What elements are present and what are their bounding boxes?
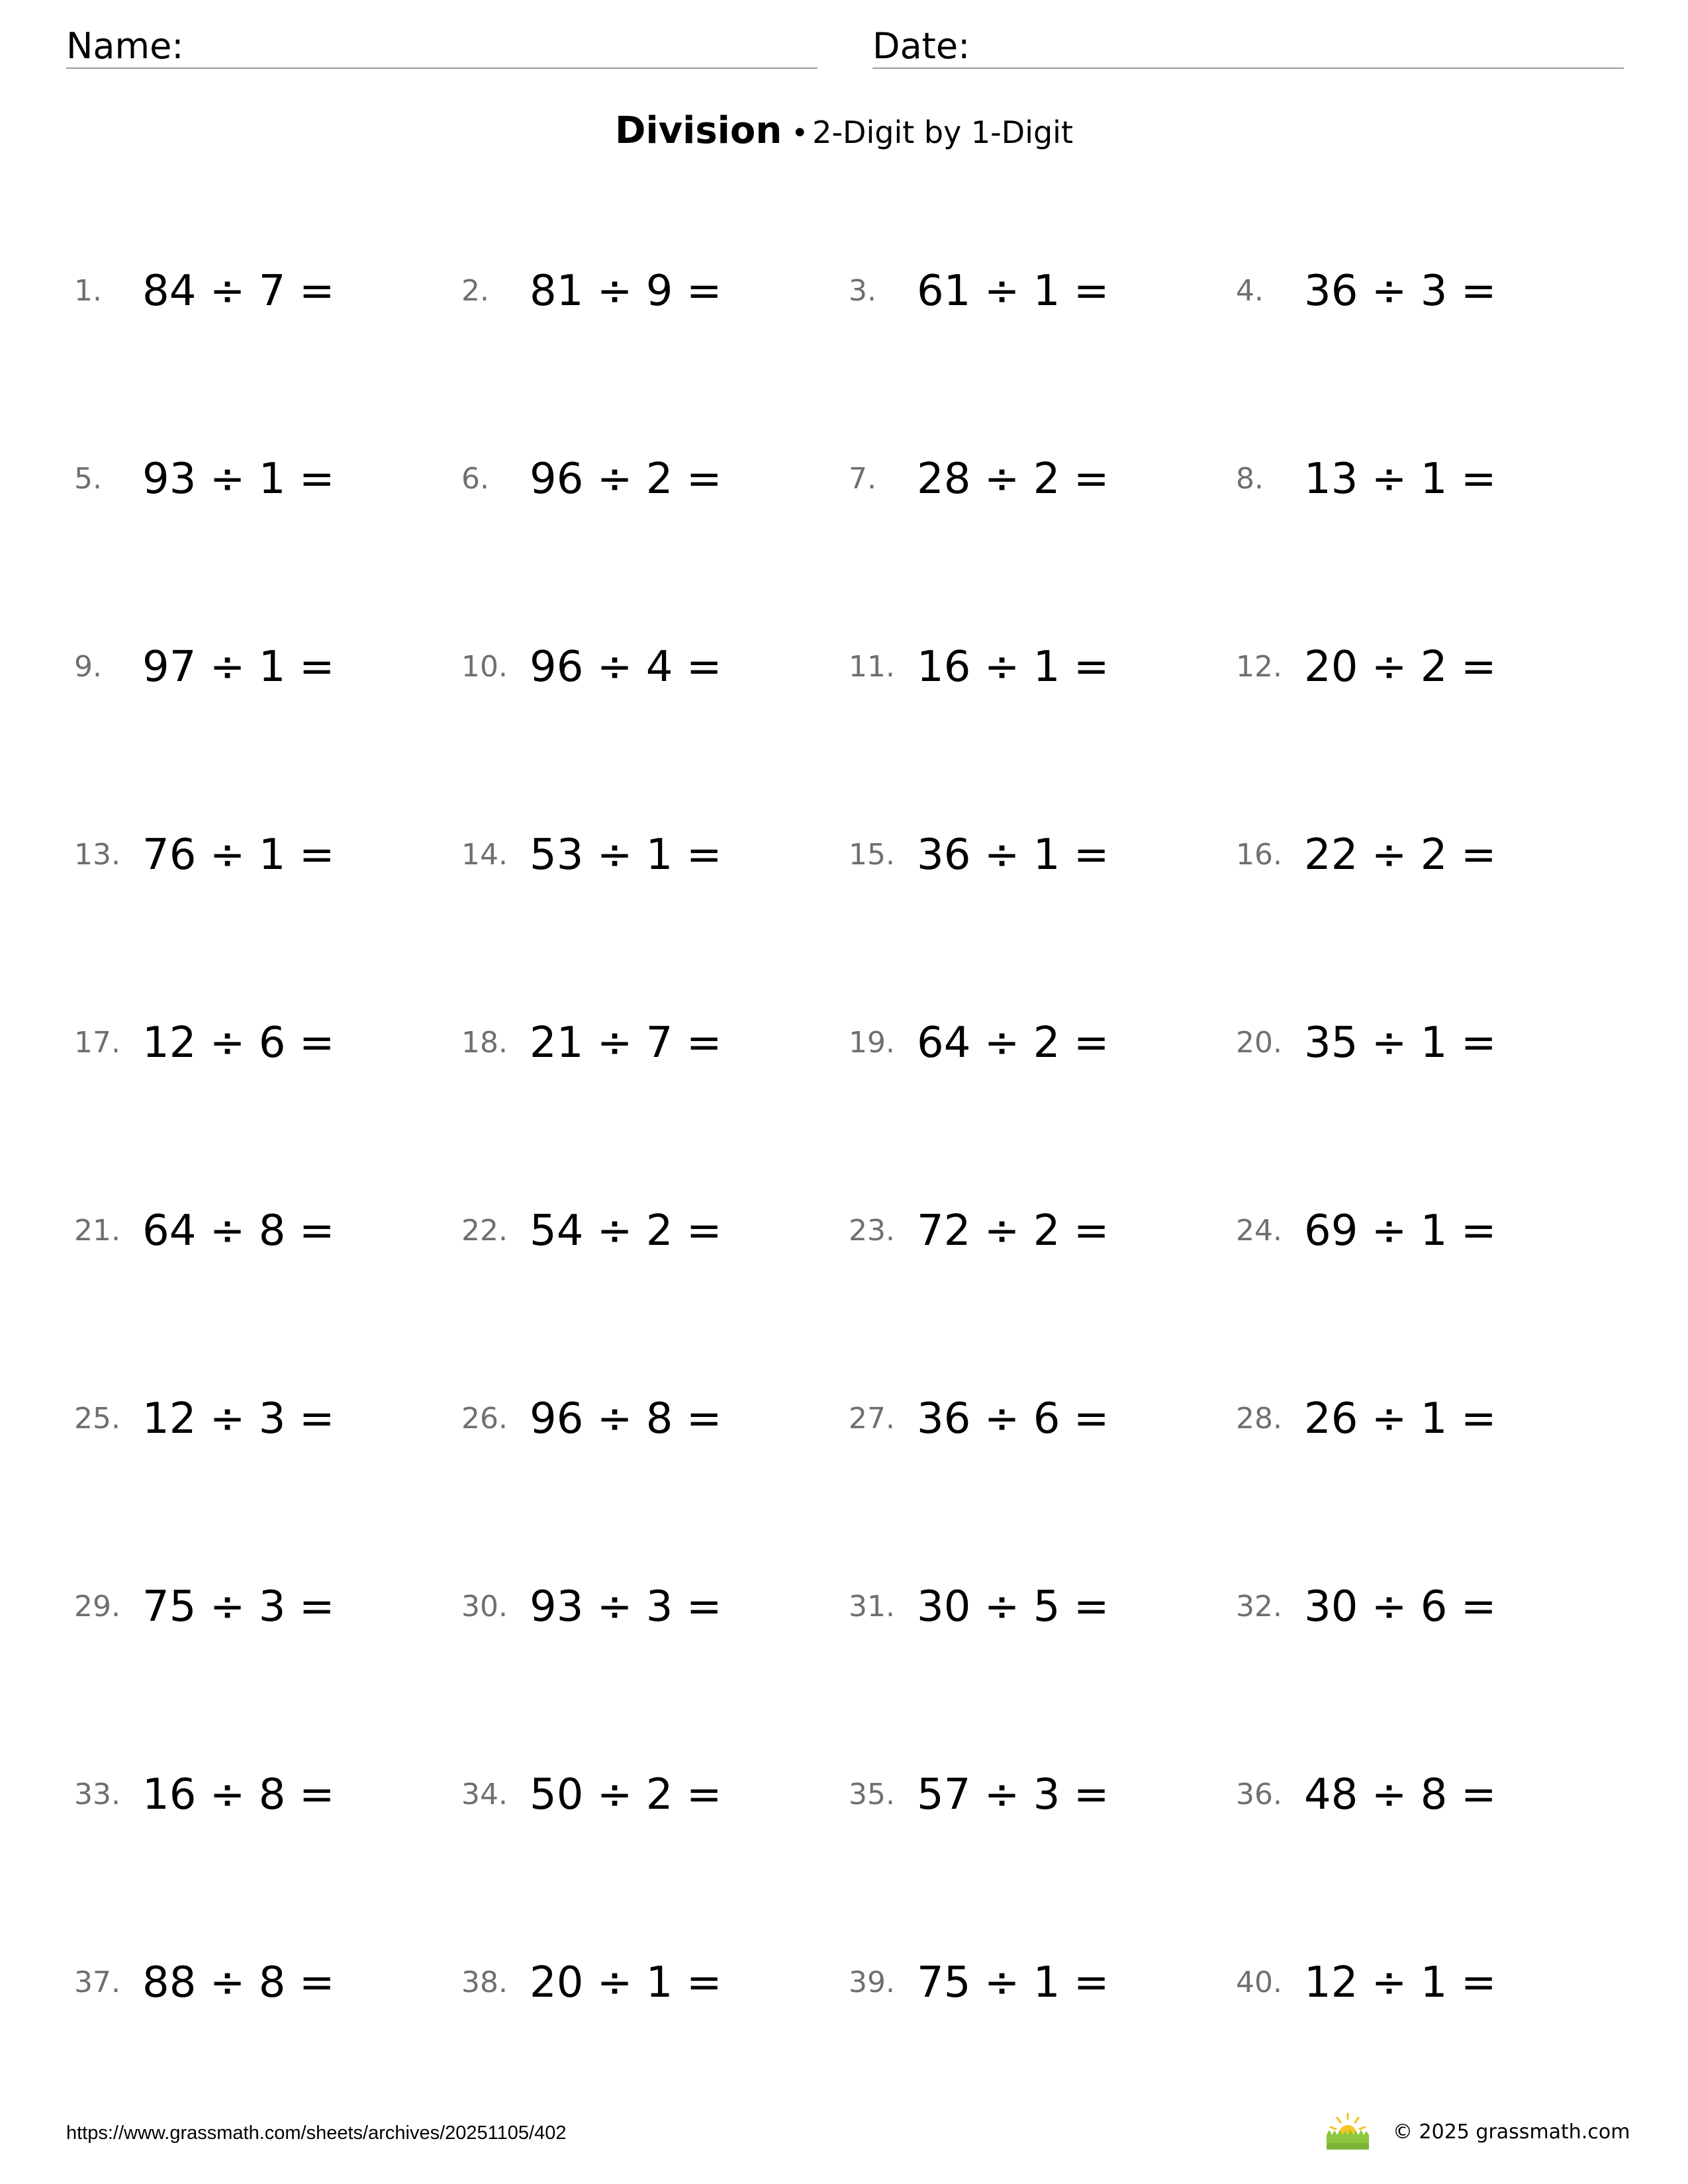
problem-expression: 81 ÷ 9 = — [530, 267, 722, 316]
problem-expression: 48 ÷ 8 = — [1304, 1770, 1497, 1819]
problem-number: 12. — [1236, 650, 1282, 684]
grass-sun-logo-icon — [1324, 2111, 1372, 2151]
problem-expression: 61 ÷ 1 = — [917, 267, 1109, 316]
problem-number: 20. — [1236, 1026, 1282, 1060]
title-subtitle: 2-Digit by 1-Digit — [812, 114, 1074, 150]
problem-expression: 28 ÷ 2 = — [917, 455, 1109, 504]
problem-number: 17. — [74, 1026, 120, 1060]
problem-number: 16. — [1236, 838, 1282, 872]
problem-expression: 96 ÷ 4 = — [530, 643, 722, 692]
name-field[interactable] — [66, 25, 818, 69]
problem-number: 35. — [849, 1778, 895, 1811]
problem-number: 39. — [849, 1966, 895, 1999]
problem-number: 21. — [74, 1214, 120, 1248]
problem-number: 18. — [461, 1026, 508, 1060]
problem-number: 24. — [1236, 1214, 1282, 1248]
problem-number: 3. — [849, 274, 876, 308]
problem-number: 32. — [1236, 1590, 1282, 1623]
problem-expression: 35 ÷ 1 = — [1304, 1019, 1497, 1068]
problem-expression: 36 ÷ 3 = — [1304, 267, 1497, 316]
problem-expression: 13 ÷ 1 = — [1304, 455, 1497, 504]
problem-expression: 16 ÷ 8 = — [142, 1770, 335, 1819]
problem-number: 2. — [461, 274, 489, 308]
footer-url: https://www.grassmath.com/sheets/archives/20251105/402 — [66, 2122, 567, 2144]
problem-expression: 64 ÷ 8 = — [142, 1206, 335, 1255]
problem-expression: 93 ÷ 1 = — [142, 455, 335, 504]
problem-number: 38. — [461, 1966, 508, 1999]
problem-number: 1. — [74, 274, 102, 308]
problem-expression: 50 ÷ 2 = — [530, 1770, 722, 1819]
problem-expression: 16 ÷ 1 = — [917, 643, 1109, 692]
problem-expression: 30 ÷ 5 = — [917, 1582, 1109, 1631]
problem-number: 9. — [74, 650, 102, 684]
problem-number: 36. — [1236, 1778, 1282, 1811]
problem-expression: 21 ÷ 7 = — [530, 1019, 722, 1068]
problem-expression: 76 ÷ 1 = — [142, 831, 335, 880]
problem-expression: 30 ÷ 6 = — [1304, 1582, 1497, 1631]
problem-expression: 36 ÷ 1 = — [917, 831, 1109, 880]
problem-number: 23. — [849, 1214, 895, 1248]
problem-number: 40. — [1236, 1966, 1282, 1999]
date-label: Date: — [872, 25, 970, 67]
problem-number: 31. — [849, 1590, 895, 1623]
problem-expression: 57 ÷ 3 = — [917, 1770, 1109, 1819]
title-separator: • — [791, 116, 809, 150]
problem-expression: 97 ÷ 1 = — [142, 643, 335, 692]
problem-expression: 88 ÷ 8 = — [142, 1958, 335, 2007]
problem-expression: 96 ÷ 2 = — [530, 455, 722, 504]
problem-expression: 12 ÷ 1 = — [1304, 1958, 1497, 2007]
problem-number: 25. — [74, 1402, 120, 1435]
problem-expression: 53 ÷ 1 = — [530, 831, 722, 880]
problem-number: 28. — [1236, 1402, 1282, 1435]
problem-expression: 75 ÷ 1 = — [917, 1958, 1109, 2007]
problem-number: 14. — [461, 838, 508, 872]
problem-number: 11. — [849, 650, 895, 684]
problem-number: 30. — [461, 1590, 508, 1623]
problem-number: 5. — [74, 462, 102, 496]
problem-number: 26. — [461, 1402, 508, 1435]
problem-expression: 12 ÷ 6 = — [142, 1019, 335, 1068]
problem-expression: 20 ÷ 2 = — [1304, 643, 1497, 692]
problem-number: 29. — [74, 1590, 120, 1623]
problem-expression: 72 ÷ 2 = — [917, 1206, 1109, 1255]
problem-expression: 93 ÷ 3 = — [530, 1582, 722, 1631]
problem-number: 22. — [461, 1214, 508, 1248]
problem-number: 15. — [849, 838, 895, 872]
problem-expression: 96 ÷ 8 = — [530, 1394, 722, 1443]
problem-number: 33. — [74, 1778, 120, 1811]
problem-number: 6. — [461, 462, 489, 496]
date-field[interactable] — [872, 25, 1624, 69]
problem-number: 13. — [74, 838, 120, 872]
name-label: Name: — [66, 25, 184, 67]
problem-number: 10. — [461, 650, 508, 684]
problem-expression: 54 ÷ 2 = — [530, 1206, 722, 1255]
footer-brand — [1324, 2111, 1630, 2151]
problem-number: 27. — [849, 1402, 895, 1435]
footer-copyright: © 2025 grassmath.com — [1393, 2120, 1630, 2144]
title-main: Division — [614, 109, 782, 152]
problem-number: 7. — [849, 462, 876, 496]
problem-number: 4. — [1236, 274, 1264, 308]
problem-expression: 36 ÷ 6 = — [917, 1394, 1109, 1443]
problem-expression: 26 ÷ 1 = — [1304, 1394, 1497, 1443]
problem-number: 34. — [461, 1778, 508, 1811]
worksheet-title — [0, 107, 1688, 163]
problem-expression: 84 ÷ 7 = — [142, 267, 335, 316]
problem-number: 19. — [849, 1026, 895, 1060]
problem-expression: 22 ÷ 2 = — [1304, 831, 1497, 880]
problem-expression: 69 ÷ 1 = — [1304, 1206, 1497, 1255]
problem-expression: 12 ÷ 3 = — [142, 1394, 335, 1443]
problem-number: 8. — [1236, 462, 1264, 496]
problem-number: 37. — [74, 1966, 120, 1999]
problem-expression: 64 ÷ 2 = — [917, 1019, 1109, 1068]
problem-expression: 20 ÷ 1 = — [530, 1958, 722, 2007]
problem-expression: 75 ÷ 3 = — [142, 1582, 335, 1631]
